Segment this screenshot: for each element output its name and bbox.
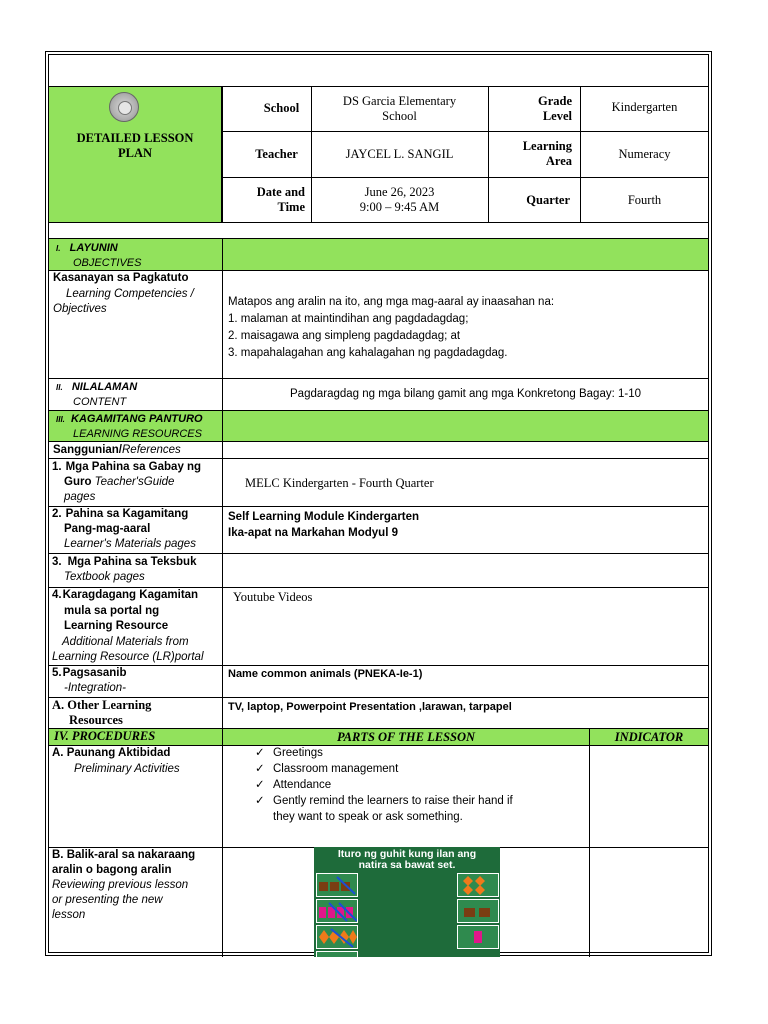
checkmark-icon: ✓ [255, 779, 265, 791]
diamonds-answer-icon [457, 873, 499, 897]
deped-seal-icon [109, 92, 139, 122]
objectives-row [49, 239, 708, 270]
competencies-list [228, 294, 554, 362]
grade-value: Kindergarten [611, 100, 678, 114]
list-item: ✓ Gently remind the learners to raise their hand if [255, 795, 513, 807]
indicator-heading: INDICATOR [614, 729, 684, 744]
page-title: DETAILED LESSON PLAN [76, 131, 194, 160]
blocks-set-icon [316, 873, 358, 897]
date-value: June 26, 2023 9:00 – 9:45 AM [359, 185, 440, 214]
preliminary-sub: Preliminary Activities [74, 763, 180, 775]
quarter-label: Quarter [526, 192, 570, 207]
checkmark-icon: ✓ [255, 795, 265, 807]
blocks-answer-icon [457, 899, 499, 923]
checkmark-icon: ✓ [255, 763, 265, 775]
competency-item: 2. maisagawa ang simpleng pagdadagdag; at [228, 330, 461, 342]
diamonds-set-icon [316, 925, 358, 949]
objectives-heading: I. LAYUNIN [56, 242, 118, 254]
worksheet-image [314, 847, 500, 957]
other-label: A. Other Learning Resources [52, 698, 152, 727]
school-value: DS Garcia Elementary School [342, 93, 457, 123]
competencies-intro: Matapos ang aralin na ito, ang mga mag-aaral ay inaasahan na: [228, 296, 555, 308]
grade-label: Grade Level [537, 93, 572, 123]
content-value: Pagdaragdag ng mga bilang gamit ang mga Konkretong Bagay: 1-10 [290, 388, 641, 400]
extra-set-icon [316, 951, 358, 957]
preliminary-label: A. Paunang Aktibidad [52, 747, 171, 759]
competencies-sub1: Learning Competencies / [66, 288, 194, 300]
other-value: TV, laptop, Powerpoint Presentation ,larawan, tarpapel [228, 701, 512, 713]
textbook-label: 3. Mga Pahina sa Teksbuk Textbook pages [52, 556, 197, 583]
resources-heading: III. KAGAMITANG PANTURO [56, 413, 203, 425]
references-label: Sanggunian/References [53, 444, 181, 456]
guide-value: MELC Kindergarten - Fourth Quarter [245, 476, 434, 490]
competencies-sub2: Objectives [53, 303, 107, 315]
competency-item: 3. mapahalagahan ang kahalagahan ng pagdadagdag. [228, 347, 508, 359]
parts-heading: PARTS OF THE LESSON [336, 729, 476, 744]
list-item: ✓ Attendance [255, 779, 332, 791]
resources-subtitle: LEARNING RESOURCES [73, 428, 202, 440]
date-label: Date and Time [256, 185, 305, 214]
additional-value: Youtube Videos [233, 590, 313, 604]
worksheet-title: Ituro ng guhit kung ilan ang natira sa bawat set. [337, 848, 477, 871]
objectives-subtitle: OBJECTIVES [73, 257, 142, 269]
preliminary-list: ✓ Greetings ✓ Classroom management ✓ Attendance ✓ Gently remind the learners to raise their hand if they want to speak or ask something. [255, 745, 585, 825]
list-item: ✓ Classroom management [255, 763, 399, 775]
teacher-value: JAYCEL L. SANGIL [345, 146, 454, 161]
integration-label: 5.Pagsasanib -Integration- [52, 667, 127, 694]
area-label: Learning Area [522, 139, 572, 168]
content-heading: II. NILALAMAN [56, 381, 138, 393]
additional-label: 4.Karagdagang Kagamitan mula sa portal ng Learning Resource Additional Materials from Learning Resource (LR)portal [52, 589, 204, 663]
guide-label: 1. Mga Pahina sa Gabay ng Guro Teacher'sGuide pages [52, 461, 202, 503]
content-subtitle: CONTENT [73, 396, 127, 408]
learner-value: Self Learning Module Kindergarten Ika-apat na Markahan Modyul 9 [228, 511, 420, 539]
review-label: B. Balik-aral sa nakaraang aralin o bagong aralin Reviewing previous lesson or presenting the new lesson [52, 849, 196, 921]
area-value: Numeracy [618, 146, 671, 161]
integration-value: Name common animals (PNEKA-Ie-1) [228, 668, 423, 680]
checkmark-icon: ✓ [255, 747, 265, 759]
competencies-label: Kasanayan sa Pagkatuto [53, 272, 189, 284]
cylinder-answer-icon [457, 925, 499, 949]
competency-item: 1. malaman at maintindihan ang pagdadagdag; [228, 313, 469, 325]
teacher-label: Teacher [255, 146, 298, 161]
learner-label: 2. Pahina sa Kagamitang Pang-mag-aaral Learner's Materials pages [52, 508, 196, 550]
list-item: ✓ Greetings [255, 747, 323, 759]
school-label: School [263, 101, 300, 115]
procedures-heading: IV. PROCEDURES [54, 729, 156, 743]
cylinders-set-icon [316, 899, 358, 923]
quarter-value: Fourth [627, 192, 662, 207]
